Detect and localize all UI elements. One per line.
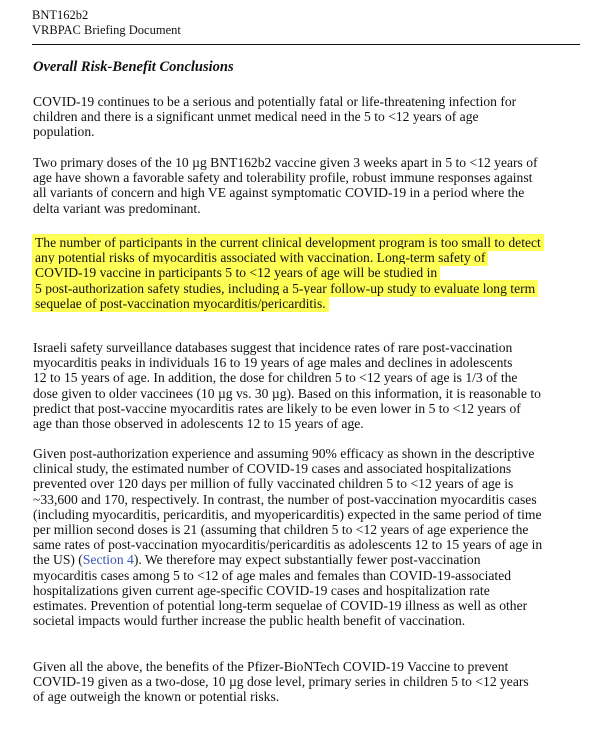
text-line: all variants of concern and high VE against symptomatic COVID-19 in a period where the (33, 185, 525, 201)
text-line: Israeli safety surveillance databases suggest that incidence rates of rare post-vaccination (33, 340, 513, 355)
text-line: societal impacts would further increase the public health benefit of vaccination. (33, 613, 466, 629)
text-line: delta variant was predominant. (33, 200, 201, 216)
paragraph-unmet-need (33, 94, 581, 140)
text-line: 12 to 15 years of age. In addition, the dose for children 5 to <12 years of age is 1/3 of the (33, 370, 518, 386)
text-line: hospitalizations given current age-specific COVID-19 cases and hospitalization rate (33, 582, 490, 598)
text-line: per million second doses is 21 (assuming that children 5 to <12 years of age experience the (33, 522, 529, 538)
text-line: population. (33, 124, 95, 140)
text-line: myocarditis peaks in individuals 16 to 19 years of age males and declines in adolescents (33, 355, 513, 371)
text-line: Two primary doses of the 10 µg BNT162b2 vaccine given 3 weeks apart in 5 to <12 years of (33, 155, 538, 170)
paragraph-highlighted-myocarditis-risk (33, 235, 581, 311)
text-line: myocarditis cases among 5 to <12 of age males and females than COVID-19-associated (33, 567, 512, 583)
paragraph-post-authorization (33, 446, 581, 628)
text-line: ~33,600 and 170, respectively. In contrast, the number of post-vaccination myocarditis cases (33, 491, 537, 507)
highlighted-text-line: any potential risks of myocarditis associated with vaccination. Long-term safety of (35, 250, 486, 266)
header-doc-title: VRBPAC Briefing Document (32, 23, 181, 37)
header-doc-id: BNT162b2 (32, 8, 89, 22)
text-fragment: ). We therefore may expect substantially fewer post-vaccination (133, 552, 481, 568)
highlighted-text-line: The number of participants in the current clinical development program is too small to detect (35, 235, 541, 250)
section-title: Overall Risk-Benefit Conclusions (33, 59, 234, 75)
text-line: COVID-19 continues to be a serious and potentially fatal or life-threatening infection for (33, 94, 517, 109)
text-fragment: the US) ( (33, 552, 83, 568)
text-line: (including myocarditis, pericarditis, and myopericarditis) expected in the same period of time (33, 506, 542, 522)
running-header (32, 8, 580, 38)
text-line: age have shown a favorable safety and tolerability profile, robust immune responses against (33, 170, 533, 186)
text-line: dose given to older vaccinees (10 µg vs. 30 µg). Based on this information, it is reasonable to (33, 385, 541, 401)
text-line: same rates of post-vaccination myocarditis/pericarditis as adolescents 12 to 15 years of age in (33, 537, 543, 553)
text-line: COVID-19 given as a two-dose, 10 µg dose level, primary series in children 5 to <12 years (33, 674, 529, 690)
text-line: prevented over 120 days per million of fully vaccinated children 5 to <12 years of age is (33, 476, 514, 492)
text-line: Given all the above, the benefits of the Pfizer-BioNTech COVID-19 Vaccine to prevent (33, 659, 509, 674)
text-line-with-link (33, 552, 581, 567)
highlighted-text-line: COVID-19 vaccine in participants 5 to <12 years of age will be studied in (35, 265, 438, 281)
text-line: Given post-authorization experience and assuming 90% efficacy as shown in the descriptive (33, 446, 535, 461)
paragraph-safety-profile (33, 155, 581, 216)
text-line: children and there is a significant unmet medical need in the 5 to <12 years of age (33, 109, 479, 125)
text-line: predict that post-vaccine myocarditis rates are likely to be even lower in 5 to <12 years of (33, 400, 521, 416)
highlighted-text-line: sequelae of post-vaccination myocarditis/pericarditis. (35, 295, 326, 311)
text-line: age than those observed in adolescents 12 to 15 years of age. (33, 416, 364, 432)
text-line: estimates. Prevention of potential long-term sequelae of COVID-19 illness as well as other (33, 598, 528, 614)
highlighted-text-line: 5 post-authorization safety studies, including a 5-year follow-up study to evaluate long term (35, 280, 536, 296)
paragraph-israeli-surveillance (33, 340, 581, 431)
header-divider (32, 44, 580, 45)
section-4-link[interactable]: Section 4 (82, 552, 134, 568)
text-line: clinical study, the estimated number of COVID-19 cases and associated hospitalizations (33, 461, 512, 477)
paragraph-conclusion (33, 659, 581, 705)
text-line: of age outweigh the known or potential risks. (33, 689, 280, 705)
